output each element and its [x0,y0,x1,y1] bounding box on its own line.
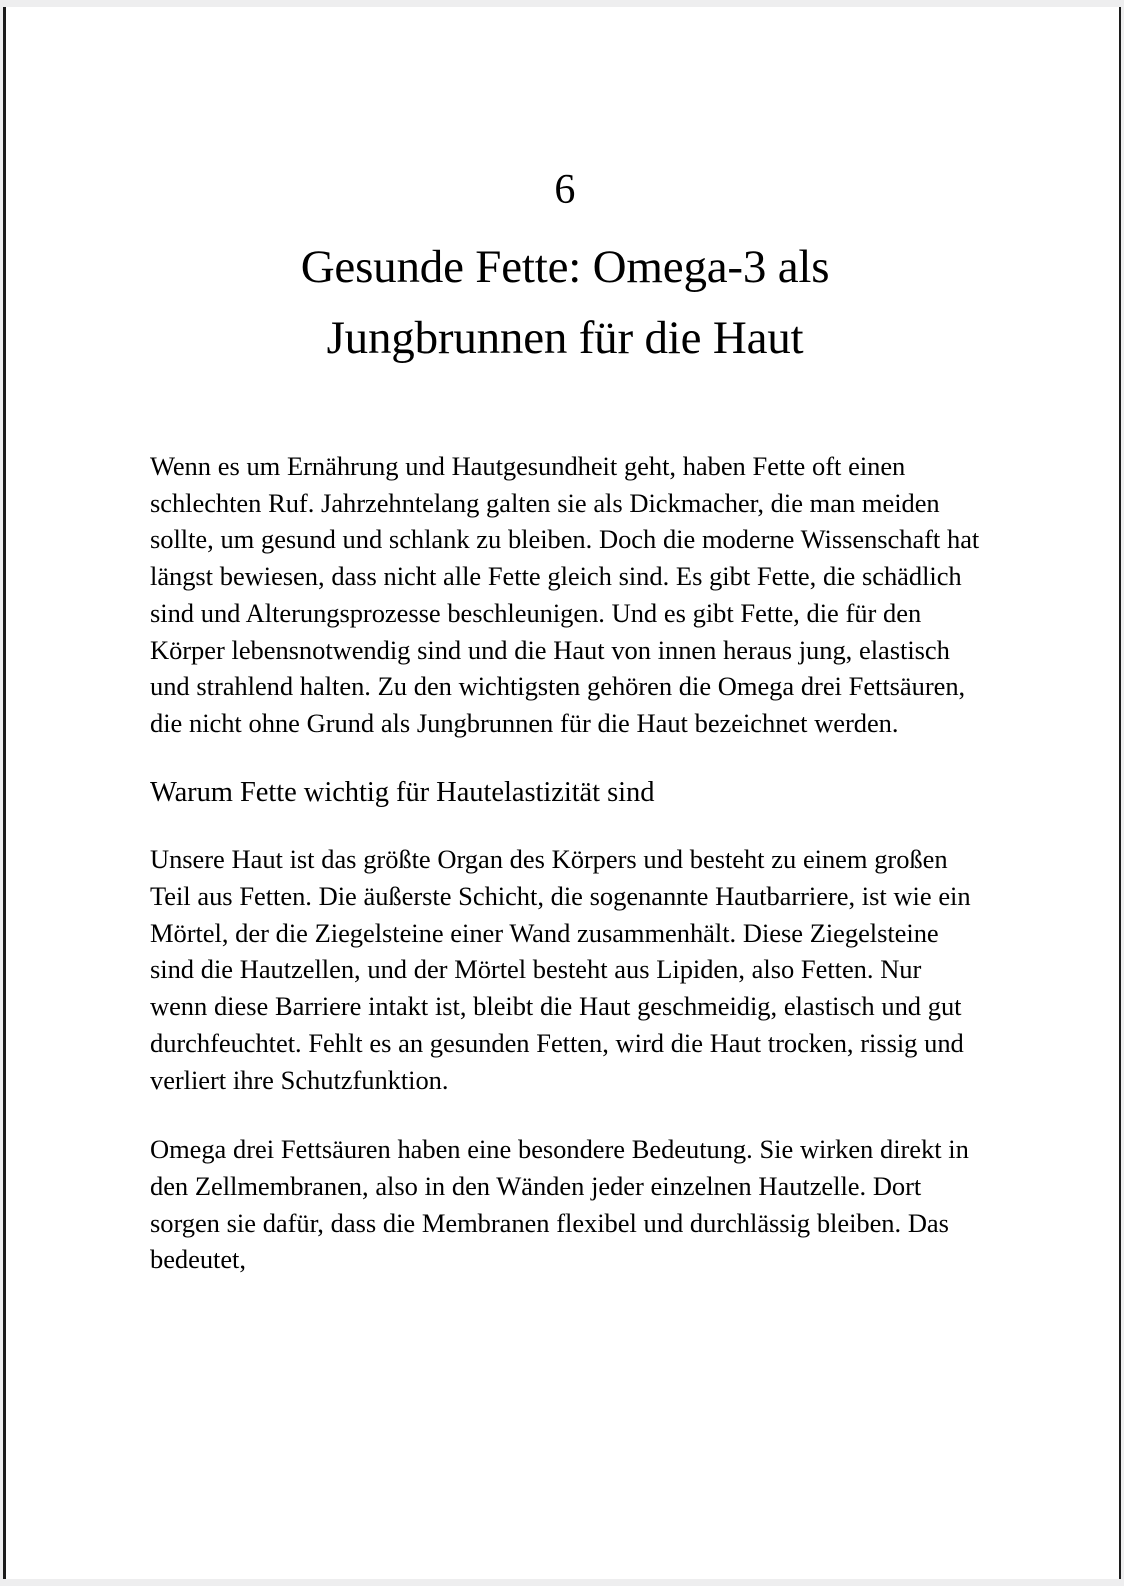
chapter-title [150,214,980,373]
section-heading-warum-fette: Warum Fette wichtig für Hautelastizität sind [150,776,655,808]
body-paragraph-1: Wenn es um Ernährung und Hautgesundheit geht, haben Fette oft einen schlechten Ruf. Jahrzehntelang galten sie als Dickmacher, die man meiden sollte, um gesund und schlank zu bleiben. Doch die moderne Wissenschaft hat längst bewiesen, dass nicht alle Fette gleich sind. Es gibt Fette, die schädlich sind und Alterungsprozesse beschleunigen. Und es gibt Fette, die für den Körper lebensnotwendig sind und die Haut von innen heraus jung, elastisch und strahlend halten. Zu den wichtigsten gehören die Omega drei Fettsäuren, die nicht ohne Grund als Jungbrunnen für die Haut bezeichnet werden. [150,451,980,738]
body-paragraph-2: Unsere Haut ist das größte Organ des Körpers und besteht zu einem großen Teil aus Fetten. Die äußerste Schicht, die sogenannte Hautbarriere, ist wie ein Mörtel, der die Ziegelsteine einer Wand zusammenhält. Diese Ziegelsteine sind die Hautzellen, und der Mörtel besteht aus Lipiden, also Fetten. Nur wenn diese Barriere intakt ist, bleibt die Haut geschmeidig, elastisch und gut durchfeuchtet. Fehlt es an gesunden Fetten, wird die Haut trocken, rissig und verliert ihre Schutzfunktion. [150,844,971,1095]
chapter-number: 6 [554,167,576,213]
page-content [150,7,980,1278]
body-block [150,373,980,1278]
page-sheet [3,7,1121,1579]
body-paragraph-3: Omega drei Fettsäuren haben eine besondere Bedeutung. Sie wirken direkt in den Zellmembranen, also in den Wänden jeder einzelnen Hautzelle. Dort sorgen sie dafür, dass die Membranen flexibel und durchlässig bleiben. Das bedeutet, [150,1134,969,1275]
chapter-title-line-2: Jungbrunnen für die Haut [326,311,804,364]
chapter-title-line-1: Gesunde Fette: Omega-3 als [300,241,830,294]
